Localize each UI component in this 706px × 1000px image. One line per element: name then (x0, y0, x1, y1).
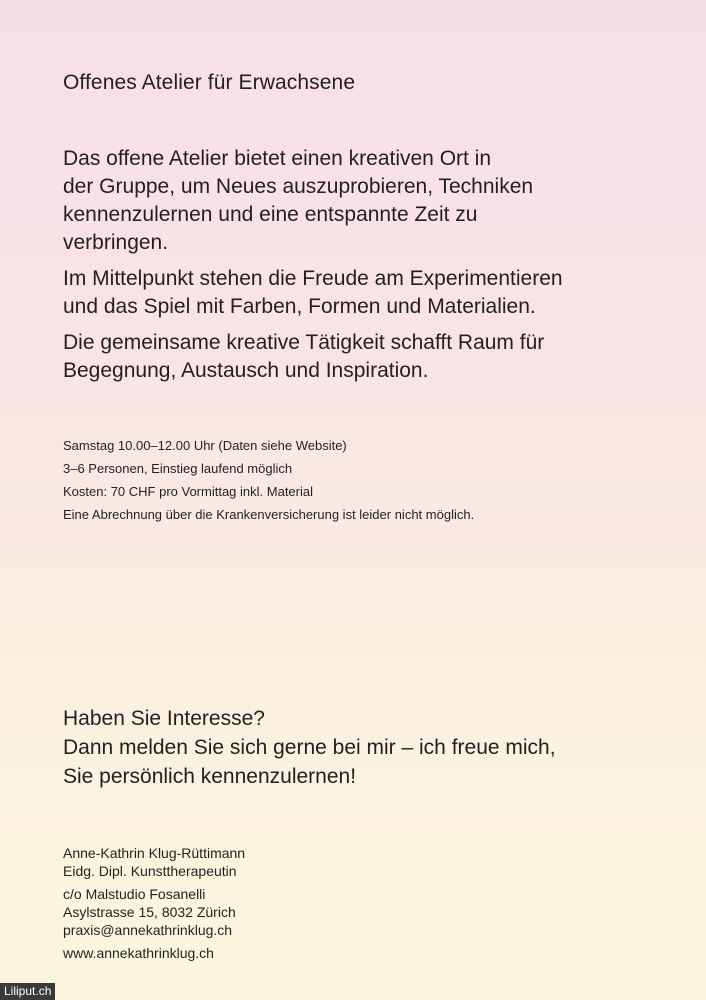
page-title: Offenes Atelier für Erwachsene (63, 71, 356, 94)
intro-paragraph: Das offene Atelier bietet einen kreativen Ort in der Gruppe, um Neues auszuprobieren, Techniken kennenzulernen und eine entspannte Zeit zu verbringen. (63, 147, 534, 254)
cta-line: Dann melden Sie sich gerne bei mir – ich freue mich, (63, 736, 556, 759)
details-section (63, 434, 663, 526)
cost-text: Kosten: 70 CHF pro Vormittag inkl. Material (63, 484, 313, 499)
cta-line: Sie persönlich kennenzulernen! (63, 765, 357, 788)
contact-profession: Eidg. Dipl. Kunsttherapeutin (63, 863, 237, 879)
contact-address: Asylstrasse 15, 8032 Zürich (63, 904, 236, 920)
cta-line: Haben Sie Interesse? (63, 707, 265, 730)
schedule-text: Samstag 10.00–12.00 Uhr (Daten siehe Website) (63, 438, 347, 453)
group-size-text: 3–6 Personen, Einstieg laufend möglich (63, 461, 293, 476)
intro-paragraph: Die gemeinsame kreative Tätigkeit schafft Raum für Begegnung, Austausch und Inspiration. (63, 331, 545, 382)
contact-name: Anne-Kathrin Klug-Rüttimann (63, 845, 246, 861)
contact-email[interactable]: praxis@annekathrinklug.ch (63, 922, 233, 938)
contact-website[interactable]: www.annekathrinklug.ch (63, 945, 214, 961)
intro-paragraph: Im Mittelpunkt stehen die Freude am Experimentieren und das Spiel mit Farben, Formen und Materialien. (63, 267, 563, 318)
intro-section (63, 145, 663, 393)
call-to-action (63, 704, 663, 791)
contact-block (63, 844, 463, 962)
contact-care-of: c/o Malstudio Fosanelli (63, 886, 206, 902)
site-watermark: Liliput.ch (0, 983, 55, 1000)
insurance-note: Eine Abrechnung über die Krankenversicherung ist leider nicht möglich. (63, 507, 475, 522)
